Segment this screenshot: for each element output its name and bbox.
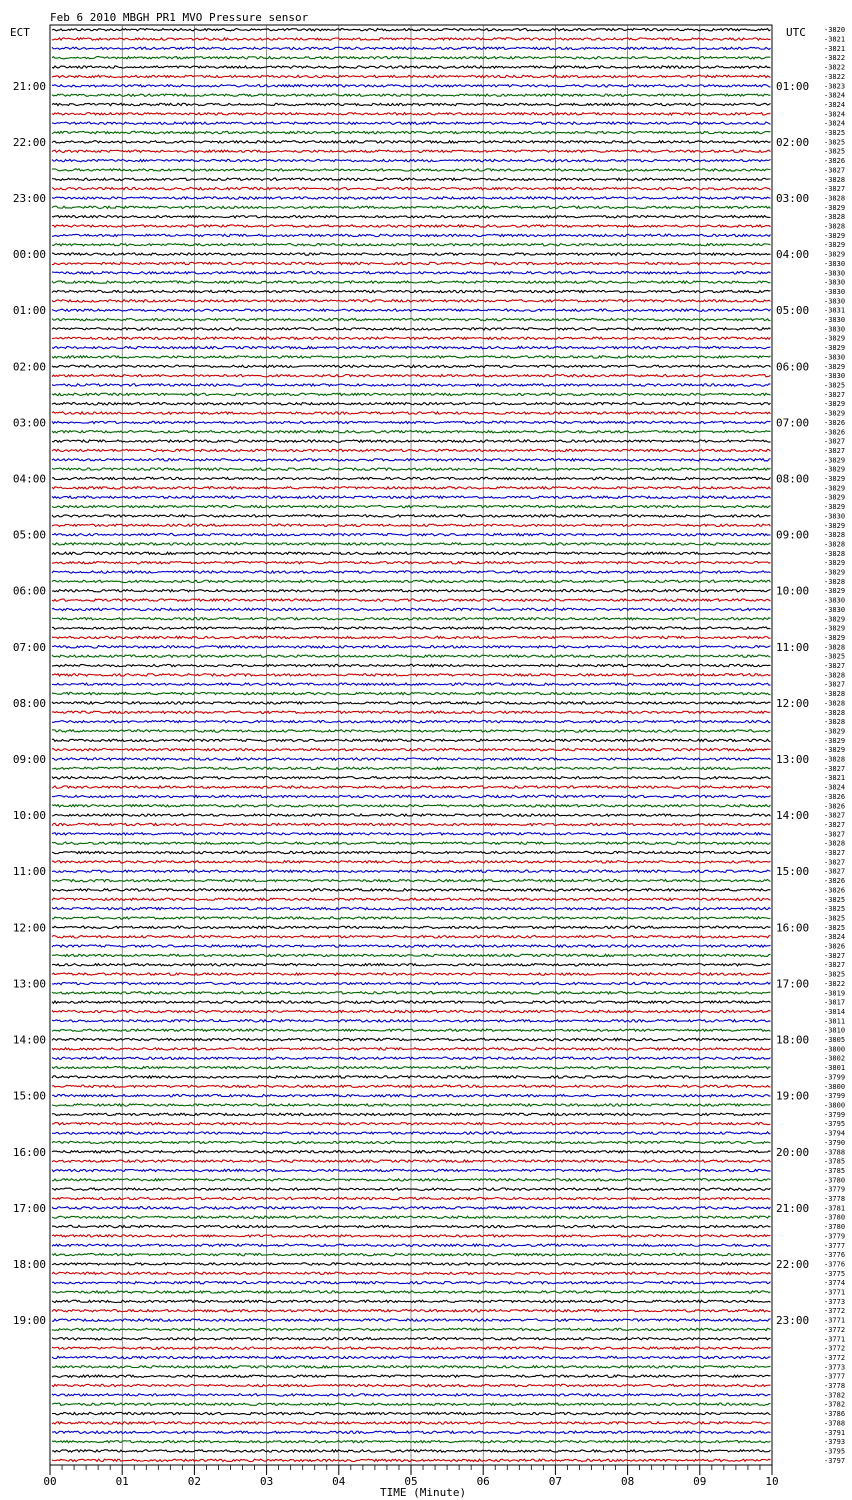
trace-offset-label: -3824 [824, 933, 846, 942]
trace-offset-label: -3829 [824, 400, 846, 409]
ect-hour-label: 18:00 [12, 1257, 46, 1271]
trace-offset-label: -3811 [824, 1017, 846, 1026]
trace-offset-label: -3801 [824, 1064, 846, 1073]
trace-offset-label: -3795 [824, 1447, 846, 1456]
trace-offset-label: -3825 [824, 129, 846, 138]
trace-offset-label: -3829 [824, 493, 846, 502]
trace-offset-label: -3828 [824, 222, 846, 231]
trace-offset-label: -3825 [824, 138, 846, 147]
trace-offset-label: -3824 [824, 110, 846, 119]
trace-offset-label: -3827 [824, 811, 846, 820]
trace-offset-label: -3776 [824, 1260, 846, 1269]
utc-hour-label: 10:00 [776, 584, 810, 598]
trace-offset-label: -3829 [824, 250, 846, 259]
trace-offset-label: -3825 [824, 905, 846, 914]
trace-offset-label: -3822 [824, 979, 846, 988]
trace-offset-label: -3828 [824, 708, 846, 717]
utc-hour-label: 19:00 [776, 1089, 810, 1103]
trace-offset-label: -3776 [824, 1251, 846, 1260]
trace-offset-label: -3828 [824, 194, 846, 203]
utc-hour-label: 01:00 [776, 79, 810, 93]
trace-offset-label: -3830 [824, 297, 846, 306]
trace-offset-label: -3829 [824, 231, 846, 240]
utc-hour-labels [776, 80, 809, 1327]
trace-offset-label: -3771 [824, 1335, 846, 1344]
trace-offset-label: -3790 [824, 1138, 846, 1147]
utc-hour-label: 17:00 [776, 977, 810, 991]
trace-offset-label: -3780 [824, 1223, 846, 1232]
trace-offset-label: -3828 [824, 839, 846, 848]
trace-offset-label: -3794 [824, 1129, 846, 1138]
trace-offset-label: -3829 [824, 624, 846, 633]
trace-offset-label: -3828 [824, 671, 846, 680]
trace-offset-label: -3791 [824, 1428, 846, 1437]
ect-hour-label: 19:00 [12, 1314, 46, 1328]
ect-hour-label: 16:00 [12, 1145, 46, 1159]
trace-offset-label: -3830 [824, 269, 846, 278]
utc-hour-label: 07:00 [776, 416, 810, 430]
utc-hour-label: 14:00 [776, 809, 810, 823]
x-tick-label: 07 [548, 1475, 563, 1488]
x-tick-label: 03 [259, 1475, 274, 1488]
ect-hour-label: 15:00 [12, 1089, 46, 1103]
trace-offset-label: -3830 [824, 605, 846, 614]
ect-hour-label: 00:00 [12, 248, 46, 262]
trace-offset-label: -3824 [824, 91, 846, 100]
trace-offset-label: -3799 [824, 1073, 846, 1082]
utc-hour-label: 06:00 [776, 360, 810, 374]
trace-line [52, 122, 771, 124]
utc-hour-label: 05:00 [776, 304, 810, 318]
ect-hour-label: 12:00 [12, 921, 46, 935]
trace-offset-label: -3828 [824, 643, 846, 652]
chart-title: Feb 6 2010 MBGH PR1 MVO Pressure sensor [50, 11, 309, 24]
ect-hour-label: 04:00 [12, 472, 46, 486]
trace-offset-label: -3830 [824, 372, 846, 381]
utc-hour-label: 16:00 [776, 921, 810, 935]
trace-offset-label: -3828 [824, 549, 846, 558]
trace-offset-label: -3827 [824, 849, 846, 858]
trace-offset-label: -3782 [824, 1400, 846, 1409]
trace-offset-label: -3825 [824, 381, 846, 390]
trace-offset-label: -3829 [824, 203, 846, 212]
x-tick-label: 08 [620, 1475, 635, 1488]
x-tick-label: 05 [404, 1475, 418, 1488]
ect-hour-label: 14:00 [12, 1033, 46, 1047]
trace-offset-label: -3827 [824, 820, 846, 829]
trace-offset-label: -3819 [824, 989, 846, 998]
trace-offset-label: -3826 [824, 877, 846, 886]
trace-offset-label: -3828 [824, 577, 846, 586]
trace-offset-label: -3821 [824, 35, 846, 44]
trace-offset-label: -3771 [824, 1288, 846, 1297]
trace-offset-label: -3827 [824, 437, 846, 446]
x-tick-label: 06 [476, 1475, 490, 1488]
trace-offset-label: -3827 [824, 830, 846, 839]
trace-line [52, 1328, 771, 1330]
trace-offset-label: -3778 [824, 1382, 846, 1391]
trace-offset-label: -3799 [824, 1092, 846, 1101]
trace-offset-label: -3830 [824, 596, 846, 605]
trace-offset-label: -3771 [824, 1316, 846, 1325]
left-axis-label: ECT [10, 26, 30, 39]
trace-offset-label: -3830 [824, 259, 846, 268]
right-axis-label: UTC [786, 26, 806, 39]
trace-offset-label: -3828 [824, 531, 846, 540]
trace-offset-label: -3829 [824, 362, 846, 371]
trace-offset-label: -3829 [824, 727, 846, 736]
utc-hour-label: 08:00 [776, 472, 810, 486]
trace-offset-label: -3825 [824, 970, 846, 979]
utc-hour-label: 12:00 [776, 696, 810, 710]
trace-offset-label: -3828 [824, 699, 846, 708]
trace-offset-label: -3829 [824, 456, 846, 465]
utc-hour-label: 02:00 [776, 135, 810, 149]
trace-offset-label: -3821 [824, 774, 846, 783]
trace-offset-label: -3795 [824, 1120, 846, 1129]
trace-offset-label: -3822 [824, 63, 846, 72]
utc-hour-label: 22:00 [776, 1257, 810, 1271]
trace-offset-label: -3826 [824, 792, 846, 801]
trace-offset-label: -3786 [824, 1410, 846, 1419]
trace-offset-label: -3829 [824, 465, 846, 474]
trace-offset-label: -3825 [824, 895, 846, 904]
trace-offset-label: -3830 [824, 316, 846, 325]
ect-hour-label: 02:00 [12, 360, 46, 374]
trace-offset-label: -3829 [824, 521, 846, 530]
trace-offset-label: -3800 [824, 1082, 846, 1091]
trace-offset-label: -3777 [824, 1372, 846, 1381]
trace-offset-label: -3772 [824, 1307, 846, 1316]
ect-hour-label: 21:00 [12, 79, 46, 93]
trace-offset-label: -3831 [824, 306, 846, 315]
trace-offset-label: -3827 [824, 680, 846, 689]
trace-offset-label: -3826 [824, 157, 846, 166]
trace-offset-label: -3829 [824, 615, 846, 624]
trace-offset-label: -3827 [824, 185, 846, 194]
trace-offset-label: -3777 [824, 1241, 846, 1250]
trace-offset-label: -3779 [824, 1232, 846, 1241]
trace-offset-label: -3778 [824, 1195, 846, 1204]
x-tick-label: 04 [332, 1475, 346, 1488]
trace-offset-label: -3828 [824, 718, 846, 727]
trace-offset-label: -3829 [824, 633, 846, 642]
trace-offset-label: -3820 [824, 26, 846, 35]
trace-offset-label: -3800 [824, 1045, 846, 1054]
trace-offset-label: -3810 [824, 1026, 846, 1035]
trace-offset-label: -3779 [824, 1185, 846, 1194]
trace-offset-label: -3827 [824, 961, 846, 970]
trace-offset-label: -3827 [824, 446, 846, 455]
trace-offset-label: -3829 [824, 334, 846, 343]
trace-offset-label: -3805 [824, 1036, 846, 1045]
trace-offset-label: -3829 [824, 241, 846, 250]
trace-offset-label: -3826 [824, 802, 846, 811]
trace-offset-label: -3829 [824, 503, 846, 512]
utc-hour-label: 18:00 [776, 1033, 810, 1047]
trace-offset-label: -3828 [824, 690, 846, 699]
trace-offset-label: -3780 [824, 1213, 846, 1222]
trace-offset-label: -3826 [824, 418, 846, 427]
ect-hour-label: 11:00 [12, 865, 46, 879]
x-tick-label: 02 [187, 1475, 202, 1488]
trace-offset-label: -3825 [824, 652, 846, 661]
trace-offset-label: -3822 [824, 72, 846, 81]
trace-offset-label: -3802 [824, 1054, 846, 1063]
ect-hour-label: 01:00 [12, 304, 46, 318]
trace-offset-label: -3814 [824, 1007, 846, 1016]
trace-offset-label: -3827 [824, 951, 846, 960]
trace-offset-label: -3830 [824, 278, 846, 287]
trace-offset-label: -3797 [824, 1456, 846, 1465]
utc-hour-label: 13:00 [776, 753, 810, 767]
utc-hour-label: 20:00 [776, 1145, 810, 1159]
minute-gridlines [122, 25, 700, 1465]
trace-offset-label: -3827 [824, 166, 846, 175]
trace-offset-label: -3772 [824, 1344, 846, 1353]
trace-offset-label: -3828 [824, 175, 846, 184]
trace-offset-label: -3829 [824, 746, 846, 755]
ect-hour-label: 17:00 [12, 1201, 46, 1215]
ect-hour-label: 03:00 [12, 416, 46, 430]
utc-hour-label: 21:00 [776, 1201, 810, 1215]
trace-offset-label: -3828 [824, 755, 846, 764]
utc-hour-label: 15:00 [776, 865, 810, 879]
trace-offset-label: -3800 [824, 1101, 846, 1110]
trace-offset-label: -3830 [824, 512, 846, 521]
trace-offset-label: -3782 [824, 1391, 846, 1400]
trace-offset-label: -3825 [824, 147, 846, 156]
trace-offset-label: -3821 [824, 44, 846, 53]
trace-offset-label: -3788 [824, 1148, 846, 1157]
utc-hour-label: 04:00 [776, 248, 810, 262]
trace-offset-labels [824, 26, 845, 1465]
trace-offset-label: -3773 [824, 1297, 846, 1306]
trace-offset-label: -3829 [824, 736, 846, 745]
trace-offset-label: -3829 [824, 475, 846, 484]
trace-offset-label: -3829 [824, 559, 846, 568]
trace-offset-label: -3817 [824, 998, 846, 1007]
trace-offset-label: -3830 [824, 325, 846, 334]
utc-hour-label: 03:00 [776, 191, 810, 205]
trace-offset-label: -3829 [824, 568, 846, 577]
x-tick-label: 10 [765, 1475, 779, 1488]
ect-hour-label: 07:00 [12, 640, 46, 654]
trace-offset-label: -3828 [824, 540, 846, 549]
trace-offset-label: -3823 [824, 82, 846, 91]
trace-offset-label: -3830 [824, 287, 846, 296]
trace-offset-label: -3824 [824, 783, 846, 792]
trace-offset-label: -3827 [824, 390, 846, 399]
trace-offset-label: -3788 [824, 1419, 846, 1428]
trace-offset-label: -3772 [824, 1353, 846, 1362]
ect-hour-label: 06:00 [12, 584, 46, 598]
trace-offset-label: -3825 [824, 923, 846, 932]
trace-offset-label: -3827 [824, 858, 846, 867]
trace-offset-label: -3780 [824, 1176, 846, 1185]
x-axis-ticks [43, 1465, 778, 1488]
utc-hour-label: 11:00 [776, 640, 810, 654]
trace-offset-label: -3781 [824, 1204, 846, 1213]
ect-hour-label: 13:00 [12, 977, 46, 991]
trace-offset-label: -3826 [824, 886, 846, 895]
trace-offset-label: -3829 [824, 587, 846, 596]
trace-offset-label: -3822 [824, 54, 846, 63]
trace-offset-label: -3824 [824, 100, 846, 109]
ect-hour-label: 22:00 [12, 135, 46, 149]
trace-offset-label: -3785 [824, 1157, 846, 1166]
trace-offset-label: -3829 [824, 484, 846, 493]
trace-offset-label: -3829 [824, 344, 846, 353]
utc-hour-label: 23:00 [776, 1314, 810, 1328]
trace-offset-label: -3785 [824, 1166, 846, 1175]
trace-offset-label: -3824 [824, 119, 846, 128]
trace-offset-label: -3772 [824, 1325, 846, 1334]
trace-offset-label: -3827 [824, 662, 846, 671]
trace-offset-label: -3773 [824, 1363, 846, 1372]
trace-offset-label: -3793 [824, 1438, 846, 1447]
ect-hour-labels [13, 80, 46, 1327]
x-tick-label: 00 [43, 1475, 57, 1488]
trace-offset-label: -3775 [824, 1269, 846, 1278]
ect-hour-label: 08:00 [12, 696, 46, 710]
x-axis-label: TIME (Minute) [380, 1486, 467, 1499]
trace-offset-label: -3825 [824, 914, 846, 923]
trace-offset-label: -3827 [824, 764, 846, 773]
trace-offset-label: -3827 [824, 867, 846, 876]
trace-offset-label: -3828 [824, 213, 846, 222]
x-tick-label: 09 [693, 1475, 707, 1488]
trace-offset-label: -3829 [824, 409, 846, 418]
x-tick-label: 01 [115, 1475, 129, 1488]
trace-offset-label: -3826 [824, 428, 846, 437]
trace-offset-label: -3774 [824, 1279, 846, 1288]
ect-hour-label: 23:00 [12, 191, 46, 205]
trace-offset-label: -3826 [824, 942, 846, 951]
utc-hour-label: 09:00 [776, 528, 810, 542]
trace-offset-label: -3799 [824, 1110, 846, 1119]
ect-hour-label: 10:00 [12, 809, 46, 823]
ect-hour-label: 05:00 [12, 528, 46, 542]
trace-offset-label: -3830 [824, 353, 846, 362]
ect-hour-label: 09:00 [12, 753, 46, 767]
